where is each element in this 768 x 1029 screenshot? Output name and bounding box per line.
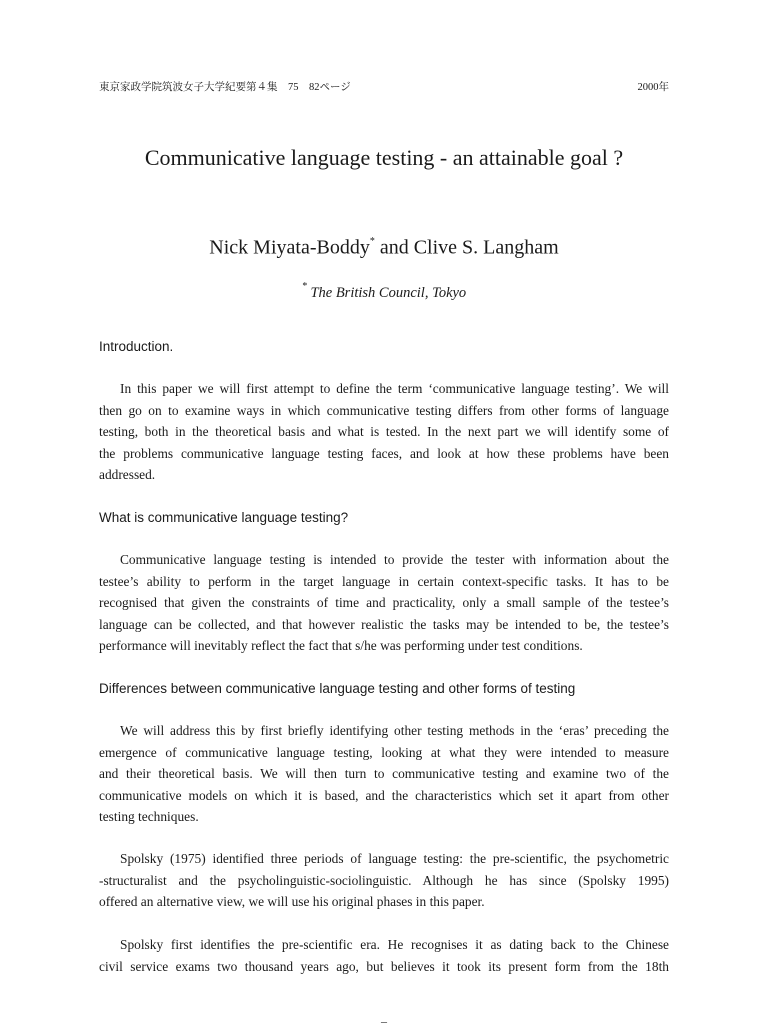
paper-title: Communicative language testing - an attainable goal ? xyxy=(144,145,624,170)
text-line: civil service exams two thousand years ago, but believes it took its present form from the 18th xyxy=(99,958,669,974)
paragraph-what-is-clt xyxy=(99,549,669,657)
text-line: testing techniques. xyxy=(99,809,199,824)
text-line: then go on to examine ways in which communicative testing differs from other forms of language xyxy=(99,402,669,418)
text-line: Spolsky first identifies the pre-scientific era. He recognises it as dating back to the Chinese xyxy=(120,937,669,952)
text-line: emergence of communicative language testing, looking at what they were intended to measure xyxy=(99,744,669,760)
publication-year: 2000年 xyxy=(637,82,669,93)
text-line: recognised that given the constraints of time and practicality, only a small sample of the testee’s xyxy=(99,595,669,610)
text-line: In this paper we will first attempt to define the term ‘communicative language testing’. We will xyxy=(120,381,669,396)
text-line: Spolsky (1975) identified three periods of language testing: the pre-scientific, the psychometric xyxy=(120,851,669,866)
text-line: testee’s ability to perform in the target language in certain context-specific tasks. It has to be xyxy=(99,573,669,589)
page-number: – xyxy=(381,1014,387,1028)
affiliation-line xyxy=(0,278,768,304)
section-heading-what-is-clt: What is communicative language testing? xyxy=(99,510,349,525)
section-heading-introduction: Introduction. xyxy=(99,339,174,354)
text-line: communicative models on which it is based, and the characteristics which set it apart from other xyxy=(99,787,669,803)
text-line: the problems communicative language testing faces, and look at how these problems have been xyxy=(99,445,669,461)
paragraph-spolsky-periods xyxy=(99,848,669,913)
text-line: -structuralist and the psycholinguistic-sociolinguistic. Although he has since (Spolsky 1995) xyxy=(99,872,669,888)
text-line: testing, both in the theoretical basis and what is tested. In the next part we will identify some of xyxy=(99,424,669,439)
text-line: language can be collected, and that however realistic the tasks may be intended to be, the testee’s xyxy=(99,616,669,632)
journal-citation: 東京家政学院筑波女子大学紀要第４集 75 82ページ xyxy=(99,82,351,93)
affiliation-footnote-mark: * xyxy=(301,281,307,292)
affiliation-text: The British Council, Tokyo xyxy=(306,284,467,301)
running-head xyxy=(99,79,669,94)
section-heading-differences: Differences between communicative language testing and other forms of testing xyxy=(99,681,576,696)
text-line: offered an alternative view, we will use his original phases in this paper. xyxy=(99,894,485,909)
author-name-2: and Clive S. Langham xyxy=(374,236,559,259)
author-footnote-mark: * xyxy=(369,236,375,247)
paragraph-introduction xyxy=(99,378,669,486)
text-line: Communicative language testing is intended to provide the tester with information about the xyxy=(120,552,669,567)
paragraph-pre-scientific-era xyxy=(99,934,669,977)
text-line: and their theoretical basis. We will then turn to communicative testing and examine two of the xyxy=(99,766,669,781)
text-line: addressed. xyxy=(99,467,156,482)
text-line: performance will inevitably reflect the fact that s/he was performing under test conditions. xyxy=(99,638,583,653)
author-name-1: Nick Miyata-Boddy xyxy=(209,236,370,259)
author-line xyxy=(0,230,768,262)
text-line: We will address this by first briefly identifying other testing methods in the ‘eras’ preceding the xyxy=(120,723,669,738)
paragraph-differences xyxy=(99,720,669,828)
